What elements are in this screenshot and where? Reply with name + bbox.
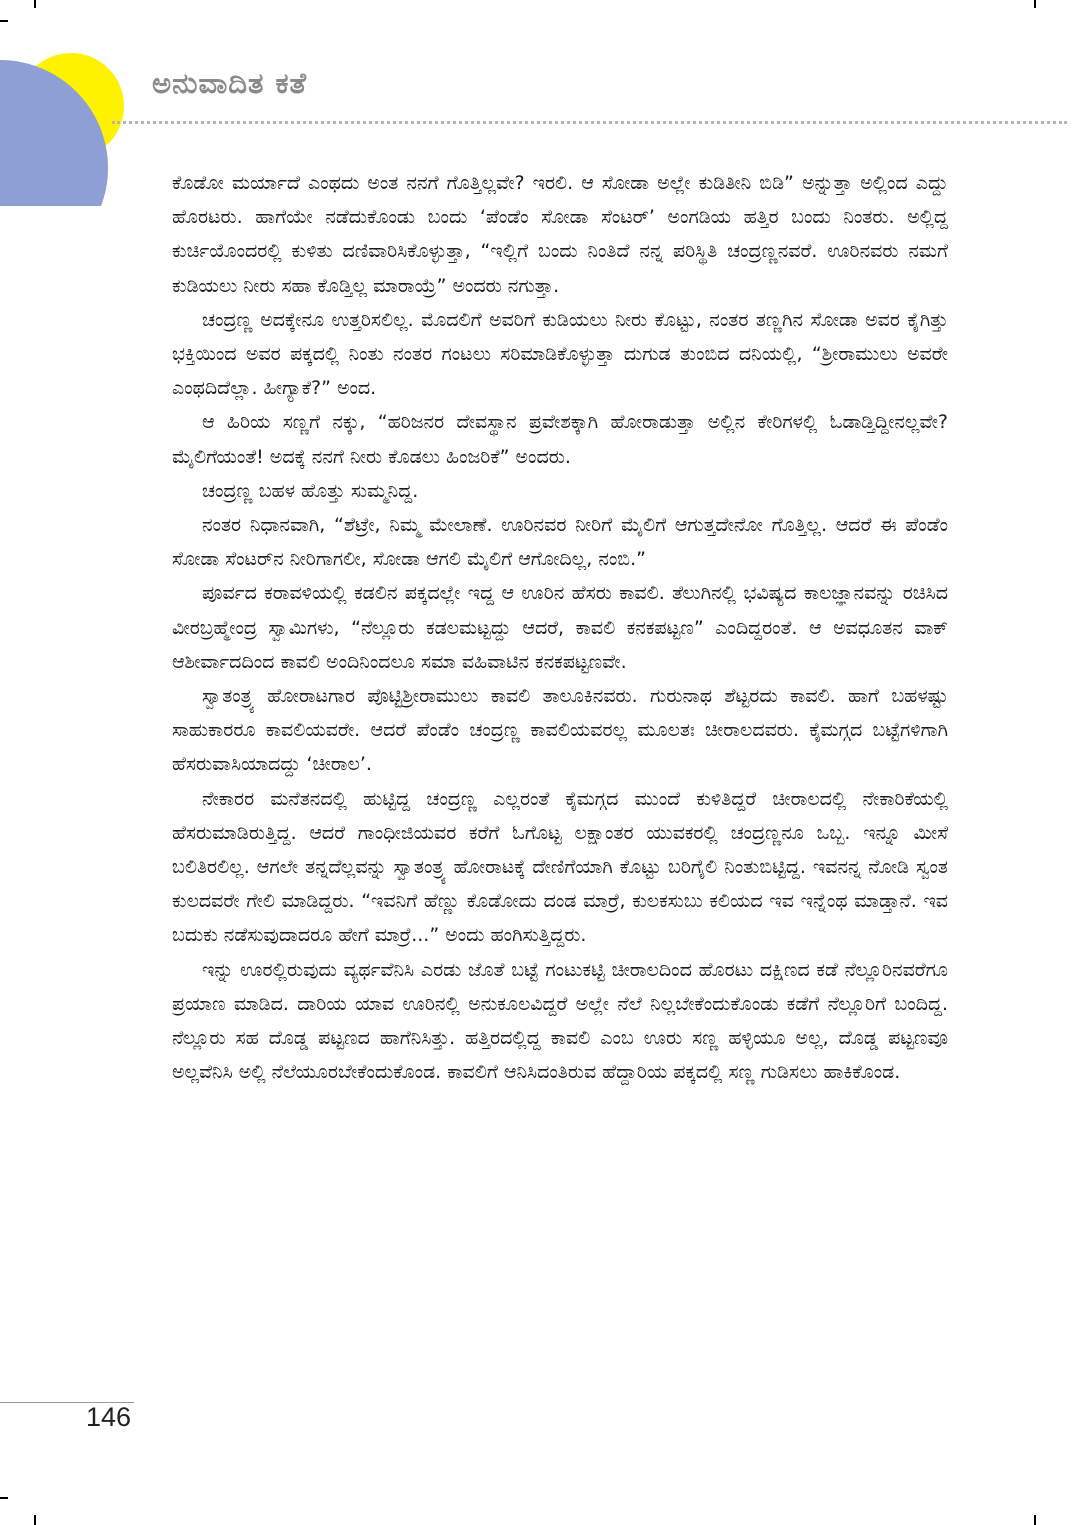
paragraph: ಆ ಹಿರಿಯ ಸಣ್ಣಗೆ ನಕ್ಕು, “ಹರಿಜನರ ದೇವಸ್ಥಾನ ಪ್ರವೇಶಕ್ಕಾಗಿ ಹೋರಾಡುತ್ತಾ ಅಲ್ಲಿನ ಕೇರಿಗಳಲ್ಲಿ ಓಡಾಡ್ತಿದ್ದೀನಲ್ಲವೇ? ಮೈಲಿಗೆಯಂತೆ! ಅದಕ್ಕೆ ನನಗೆ ನೀರು ಕೊಡಲು ಹಿಂಜರಿಕೆ” ಅಂದರು. [172, 411, 948, 468]
crop-mark [1034, 0, 1036, 8]
paragraph: ಚಂದ್ರಣ್ಣ ಬಹಳ ಹೊತ್ತು ಸುಮ್ಮನಿದ್ದ. [202, 479, 419, 502]
paragraph: ಪೂರ್ವದ ಕರಾವಳಿಯಲ್ಲಿ ಕಡಲಿನ ಪಕ್ಕದಲ್ಲೇ ಇದ್ದ ಆ ಊರಿನ ಹೆಸರು ಕಾವಲಿ. ತೆಲುಗಿನಲ್ಲಿ ಭವಿಷ್ಯದ ಕಾಲಜ್ಞಾನವನ್ನು ರಚಿಸಿದ ವೀರಬ್ರಹ್ಮೇಂದ್ರ ಸ್ವಾಮಿಗಳು, “ನೆಲ್ಲೂರು ಕಡಲಮಟ್ಟದ್ದು ಆದರೆ, ಕಾವಲಿ ಕನಕಪಟ್ಟಣ” ಎಂದಿದ್ದರಂತೆ. ಆ ಅವಧೂತನ ವಾಕ್ ಆಶೀರ್ವಾದದಿಂದ ಕಾವಲಿ ಅಂದಿನಿಂದಲೂ ಸಮಾ ವಹಿವಾಟಿನ ಕನಕಪಟ್ಟಣವೇ. [172, 582, 948, 673]
decorative-blue-semicircle [0, 60, 108, 206]
crop-mark [34, 1515, 36, 1525]
story-body [172, 166, 948, 1089]
paragraph: ನೇಕಾರರ ಮನೆತನದಲ್ಲಿ ಹುಟ್ಟಿದ್ದ ಚಂದ್ರಣ್ಣ ಎಲ್ಲರಂತೆ ಕೈಮಗ್ಗದ ಮುಂದೆ ಕುಳಿತಿದ್ದರೆ ಚೀರಾಲದಲ್ಲಿ ನೇಕಾರಿಕೆಯಲ್ಲಿ ಹೆಸರುಮಾಡಿರುತ್ತಿದ್ದ. ಆದರೆ ಗಾಂಧೀಜಿಯವರ ಕರೆಗೆ ಓಗೊಟ್ಟ ಲಕ್ಷಾಂತರ ಯುವಕರಲ್ಲಿ ಚಂದ್ರಣ್ಣನೂ ಒಬ್ಬ. ಇನ್ನೂ ಮೀಸೆ ಬಲಿತಿರಲಿಲ್ಲ. ಆಗಲೇ ತನ್ನದೆಲ್ಲವನ್ನು ಸ್ವಾತಂತ್ರ್ಯ ಹೋರಾಟಕ್ಕೆ ದೇಣಿಗೆಯಾಗಿ ಕೊಟ್ಟು ಬರಿಗೈಲಿ ನಿಂತುಬಿಟ್ಟಿದ್ದ. ಇವನನ್ನ ನೋಡಿ ಸ್ವಂತ ಕುಲದವರೇ ಗೇಲಿ ಮಾಡಿದ್ದರು. “ಇವನಿಗೆ ಹೆಣ್ಣು ಕೊಡೋದು ದಂಡ ಮಾರ್‍ರೆ, ಕುಲಕಸುಬು ಕಲಿಯದ ಇವ ಇನ್ನೆಂಥ ಮಾಡ್ತಾನೆ. ಇವ ಬದುಕು ನಡೆಸುವುದಾದರೂ ಹೇಗೆ ಮಾರ್‍ರೆ...” ಅಂದು ಹಂಗಿಸುತ್ತಿದ್ದರು. [172, 787, 948, 947]
paragraph: ಸ್ವಾತಂತ್ರ್ಯ ಹೋರಾಟಗಾರ ಪೊಟ್ಟಿಶ್ರೀರಾಮುಲು ಕಾವಲಿ ತಾಲೂಕಿನವರು. ಗುರುನಾಥ ಶೆಟ್ಟರದು ಕಾವಲಿ. ಹಾಗೆ ಬಹಳಷ್ಟು ಸಾಹುಕಾರರೂ ಕಾವಲಿಯವರೇ. ಆದರೆ ಪೆಂಡೆಂ ಚಂದ್ರಣ್ಣ ಕಾವಲಿಯವರಲ್ಲ ಮೂಲತಃ ಚೀರಾಲದವರು. ಕೈಮಗ್ಗದ ಬಟ್ಟೆಗಳಿಗಾಗಿ ಹೆಸರುವಾಸಿಯಾದದ್ದು ‘ಚೀರಾಲ’. [172, 685, 948, 776]
paragraph: ನಂತರ ನಿಧಾನವಾಗಿ, “ಶೆಟ್ರೇ, ನಿಮ್ಮ ಮೇಲಾಣೆ. ಊರಿನವರ ನೀರಿಗೆ ಮೈಲಿಗೆ ಆಗುತ್ತದೇನೋ ಗೊತ್ತಿಲ್ಲ. ಆದರೆ ಈ ಪೆಂಡೆಂ ಸೋಡಾ ಸೆಂಟರ್‌ನ ನೀರಿಗಾಗಲೀ, ಸೋಡಾ ಆಗಲಿ ಮೈಲಿಗೆ ಆಗೋದಿಲ್ಲ, ನಂಬಿ.” [172, 514, 948, 571]
crop-mark [34, 0, 36, 8]
section-title: ಅನುವಾದಿತ ಕತೆ [152, 66, 308, 100]
crop-mark [1034, 1515, 1036, 1525]
crop-mark [0, 20, 8, 22]
crop-mark [0, 1497, 8, 1499]
paragraph: ಕೊಡೋ ಮರ್ಯಾದೆ ಎಂಥದು ಅಂತ ನನಗೆ ಗೊತ್ತಿಲ್ಲವೇ? ಇರಲಿ. ಆ ಸೋಡಾ ಅಲ್ಲೇ ಕುಡಿತೀನಿ ಬಿಡಿ” ಅನ್ನುತ್ತಾ ಅಲ್ಲಿಂದ ಎದ್ದು ಹೊರಟರು. ಹಾಗೆಯೇ ನಡೆದುಕೊಂಡು ಬಂದು ‘ಪೆಂಡೆಂ ಸೋಡಾ ಸೆಂಟರ್’ ಅಂಗಡಿಯ ಹತ್ತಿರ ಬಂದು ನಿಂತರು. ಅಲ್ಲಿದ್ದ ಕುರ್ಚಿಯೊಂದರಲ್ಲಿ ಕುಳಿತು ದಣಿವಾರಿಸಿಕೊಳ್ಳುತ್ತಾ, “ಇಲ್ಲಿಗೆ ಬಂದು ನಿಂತಿದೆ ನನ್ನ ಪರಿಸ್ಥಿತಿ ಚಂದ್ರಣ್ಣನವರೆ. ಊರಿನವರು ನಮಗೆ ಕುಡಿಯಲು ನೀರು ಸಹಾ ಕೊಡ್ತಿಲ್ಲ ಮಾರಾಯ್ರೆ” ಅಂದರು ನಗುತ್ತಾ. [172, 172, 948, 297]
paragraph: ಚಂದ್ರಣ್ಣ ಅದಕ್ಕೇನೂ ಉತ್ತರಿಸಲಿಲ್ಲ. ಮೊದಲಿಗೆ ಅವರಿಗೆ ಕುಡಿಯಲು ನೀರು ಕೊಟ್ಟು, ನಂತರ ತಣ್ಣಗಿನ ಸೋಡಾ ಅವರ ಕೈಗಿತ್ತು ಭಕ್ತಿಯಿಂದ ಅವರ ಪಕ್ಕದಲ್ಲಿ ನಿಂತು ನಂತರ ಗಂಟಲು ಸರಿಮಾಡಿಕೊಳ್ಳುತ್ತಾ ದುಗುಡ ತುಂಬಿದ ದನಿಯಲ್ಲಿ, “ಶ್ರೀರಾಮುಲು ಅವರೇ ಎಂಥದಿದೆಲ್ಲಾ. ಹೀಗ್ಯಾಕೆ?” ಅಂದ. [172, 308, 948, 400]
dotted-divider [112, 121, 1067, 124]
page-number: 146 [86, 1402, 132, 1432]
paragraph: ಇನ್ನು ಊರಲ್ಲಿರುವುದು ವ್ಯರ್ಥವೆನಿಸಿ ಎರಡು ಜೊತೆ ಬಟ್ಟೆ ಗಂಟುಕಟ್ಟಿ ಚೀರಾಲದಿಂದ ಹೊರಟು ದಕ್ಷಿಣದ ಕಡೆ ನೆಲ್ಲೂರಿನವರೆಗೂ ಪ್ರಯಾಣ ಮಾಡಿದ. ದಾರಿಯ ಯಾವ ಊರಿನಲ್ಲಿ ಅನುಕೂಲವಿದ್ದರೆ ಅಲ್ಲೇ ನೆಲೆ ನಿಲ್ಲಬೇಕೆಂದುಕೊಂಡು ಕಡೆಗೆ ನೆಲ್ಲೂರಿಗೆ ಬಂದಿದ್ದ. ನೆಲ್ಲೂರು ಸಹ ದೊಡ್ಡ ಪಟ್ಟಣದ ಹಾಗೆನಿಸಿತ್ತು. ಹತ್ತಿರದಲ್ಲಿದ್ದ ಕಾವಲಿ ಎಂಬ ಊರು ಸಣ್ಣ ಹಳ್ಳಿಯೂ ಅಲ್ಲ, ದೊಡ್ಡ ಪಟ್ಟಣವೂ ಅಲ್ಲವೆನಿಸಿ ಅಲ್ಲಿ ನೆಲೆಯೂರಬೇಕೆಂದುಕೊಂಡ. ಕಾವಲಿಗೆ ಆನಿಸಿದಂತಿರುವ ಹೆದ್ದಾರಿಯ ಪಕ್ಕದಲ್ಲಿ ಸಣ್ಣ ಗುಡಿಸಲು ಹಾಕಿಕೊಂಡ. [172, 958, 948, 1084]
